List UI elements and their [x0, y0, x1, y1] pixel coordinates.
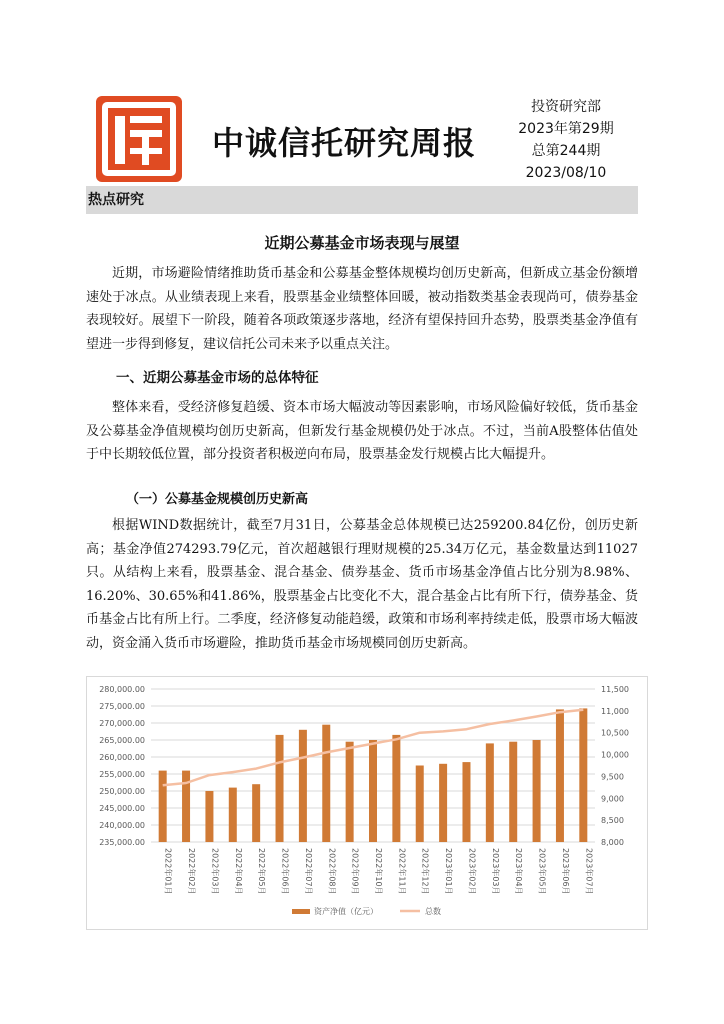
right-axis-tick-label: 10,500 — [601, 728, 629, 738]
bar-15 — [486, 743, 494, 842]
bar-3 — [205, 791, 213, 842]
right-axis-tick-label: 10,000 — [601, 750, 629, 760]
bar-1 — [159, 771, 167, 842]
logo-stroke-top — [130, 116, 162, 123]
right-axis-tick-label: 8,000 — [601, 838, 624, 847]
left-axis-tick-label: 255,000.00 — [99, 770, 145, 779]
left-axis-tick-label: 265,000.00 — [99, 736, 145, 745]
issue-year-label: 2023年第29期 — [518, 121, 614, 137]
right-axis-tick-label: 8,500 — [601, 816, 624, 826]
x-tick-label: 2022年07月 — [303, 848, 313, 895]
chart-container — [86, 676, 648, 930]
bar-5 — [252, 784, 260, 842]
right-axis-tick-label: 9,000 — [601, 794, 624, 804]
bar-10 — [369, 740, 377, 842]
x-tick-label: 2022年11月 — [397, 848, 407, 895]
bar-4 — [229, 788, 237, 842]
left-axis-tick-label: 245,000.00 — [99, 804, 145, 813]
left-axis-tick-label: 240,000.00 — [99, 821, 145, 830]
right-axis-tick-label: 9,500 — [601, 772, 624, 782]
left-axis-tick-label: 275,000.00 — [99, 702, 145, 711]
left-axis-tick-label: 235,000.00 — [99, 838, 145, 847]
bar-18 — [556, 709, 564, 842]
x-tick-label: 2023年03月 — [490, 848, 500, 895]
logo-stroke-mid — [130, 130, 162, 137]
right-axis-tick-label: 11,500 — [601, 685, 629, 694]
x-tick-label: 2022年08月 — [327, 848, 337, 895]
x-tick-label: 2023年06月 — [560, 848, 570, 895]
x-tick-label: 2022年02月 — [187, 848, 197, 895]
x-tick-label: 2023年05月 — [537, 848, 547, 895]
issue-meta — [506, 96, 626, 184]
legend-label-line: 总数 — [425, 907, 441, 916]
x-tick-label: 2023年04月 — [514, 848, 524, 895]
paragraph-1: 整体来看，受经济修复趋缓、资本市场大幅波动等因素影响，市场风险偏好较低，货币基金及公募基金净值规模均创历史新高，但新发行基金规模仍处于冰点。不过，当前A股整体估值处于中长期较低位置，部分投资者积极逆向布局，股票基金发行规模占比大幅提升。 — [86, 400, 638, 462]
bar-14 — [462, 762, 470, 842]
x-tick-label: 2022年10月 — [374, 848, 383, 895]
fund-scale-chart — [87, 677, 647, 929]
legend-swatch-bar — [292, 909, 310, 914]
logo-stroke-low — [130, 148, 162, 154]
company-logo — [96, 96, 182, 182]
x-tick-label: 2023年02月 — [467, 848, 477, 895]
left-axis-tick-label: 260,000.00 — [99, 753, 145, 762]
bar-19 — [579, 708, 587, 842]
x-tick-label: 2022年03月 — [210, 848, 220, 895]
x-tick-label: 2022年09月 — [350, 848, 360, 895]
x-tick-label: 2022年04月 — [233, 848, 243, 895]
bar-12 — [416, 766, 424, 843]
issue-total-label: 总第244期 — [531, 143, 601, 159]
bar-6 — [276, 735, 284, 842]
x-tick-label: 2023年01月 — [444, 848, 454, 895]
logo-stroke-left — [115, 116, 125, 164]
x-tick-label: 2023年07月 — [584, 848, 594, 895]
intro-paragraph: 近期，市场避险情绪推助货币基金和公募基金整体规模均创历史新高，但新成立基金份额增速处于冰点。从业绩表现上来看，股票基金业绩整体回暖，被动指数类基金表现尚可，债券基金表现较好。展望下一阶段，随着各项政策逐步落地，经济有望保持回升态势，股票类基金净值有望进一步得到修复，建议信托公司未来予以重点关注。 — [86, 266, 638, 352]
logo-background — [96, 96, 182, 182]
bar-9 — [346, 742, 354, 842]
bar-17 — [533, 740, 541, 842]
brand-name: 中诚信托研究周报 — [212, 124, 477, 162]
x-tick-label: 2022年06月 — [280, 848, 290, 895]
x-tick-label: 2022年05月 — [257, 848, 267, 895]
bar-7 — [299, 730, 307, 842]
section-label: 热点研究 — [86, 186, 638, 214]
left-axis-tick-label: 280,000.00 — [99, 685, 145, 694]
bar-16 — [509, 742, 517, 842]
paragraph-2: 根据WIND数据统计，截至7月31日，公募基金总体规模已达259200.84亿份，创历史新高；基金净值274293.79亿元，首次超越银行理财规模的25.34万亿元，基金数量达到11027只。从结构上来看，股票基金、混合基金、债券基金、货币市场基金净值占比分别为8.98%、16.20%、30.65%和41.86%，股票基金占比变化不大，混合基金占比有所下行，债券基金、货币基金占比有所上行。二季度，经济修复动能趋缓，政策和市场利率持续走低，股票市场大幅波动，资金涌入货币市场避险，推助货币基金市场规模同创历史新高。 — [86, 518, 638, 651]
article-title: 近期公募基金市场表现与展望 — [264, 234, 460, 252]
left-axis-tick-label: 250,000.00 — [99, 787, 145, 796]
department-label: 投资研究部 — [531, 99, 601, 115]
legend-label-bar: 资产净值（亿元） — [314, 907, 378, 916]
bar-8 — [322, 725, 330, 842]
bar-11 — [392, 735, 400, 842]
x-tick-label: 2022年12月 — [420, 848, 430, 895]
heading-1: 一、近期公募基金市场的总体特征 — [116, 370, 319, 386]
left-axis-tick-label: 270,000.00 — [99, 719, 145, 728]
right-axis-tick-label: 11,000 — [601, 706, 629, 716]
issue-date-label: 2023/08/10 — [525, 165, 607, 181]
heading-2: （一）公募基金规模创历史新高 — [126, 492, 309, 507]
bar-13 — [439, 764, 447, 842]
x-tick-label: 2022年01月 — [163, 848, 173, 895]
